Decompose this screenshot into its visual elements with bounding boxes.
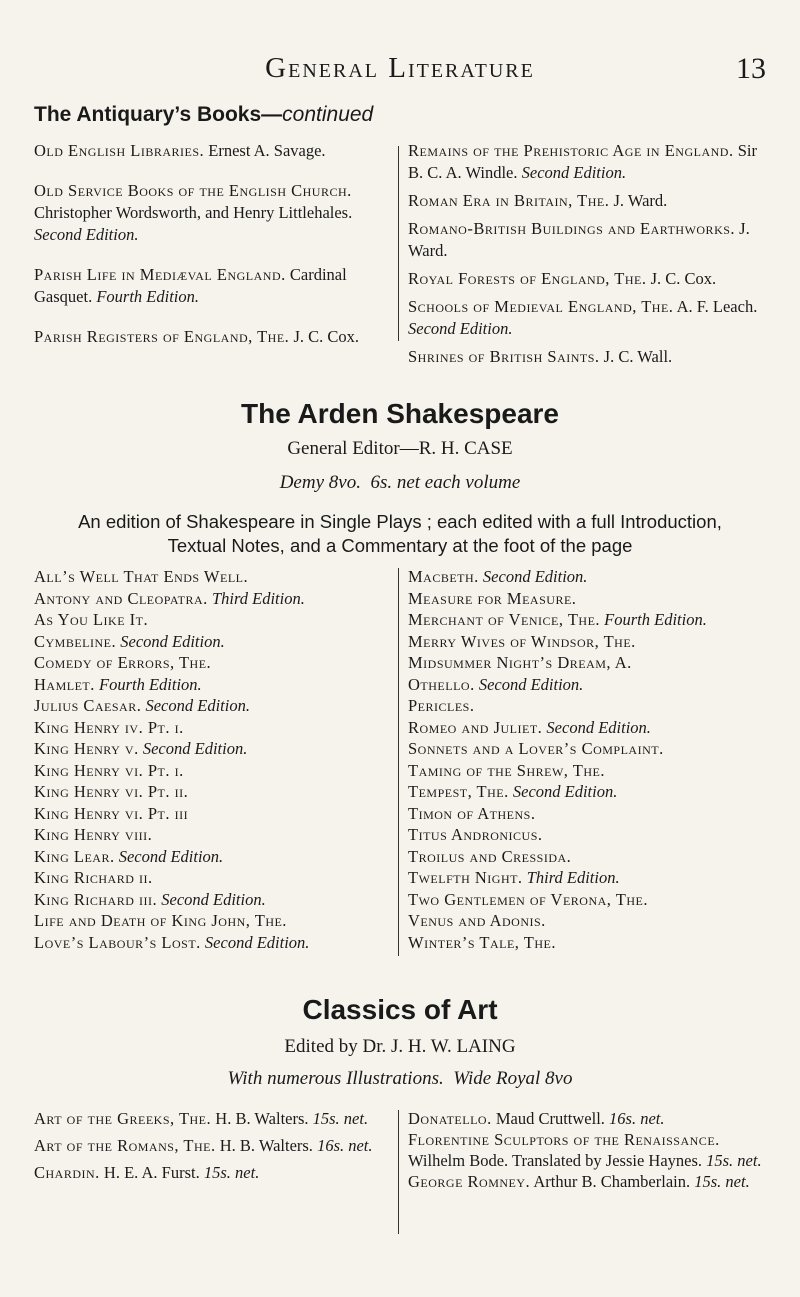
entry-text: 15s. net. [308,1109,369,1128]
entry-text: King Henry vi. Pt. ii. [34,782,189,801]
entry-text: Two Gentlemen of Verona, The. [408,889,648,909]
list-item [34,326,390,348]
entry-text: Taming of the Shrew, The. [408,760,605,780]
arden-editor: General Editor—R. H. CASE [287,438,513,459]
list-item [34,674,394,696]
list-item [34,1135,390,1156]
arden-format: Demy 8vo. [279,472,361,493]
classics-editor: Edited by Dr. J. H. W. LAING [284,1036,516,1057]
entry-text: 16s. net. [604,1109,665,1128]
entry-text: H. E. A. Furst. [99,1163,200,1182]
entry-text: Comedy of Errors, The. [34,653,212,672]
list-item [408,867,778,889]
classics-illustrations: With numerous Illustrations. [227,1068,444,1089]
entry-text: Midsummer Night’s Dream, A. [408,653,632,672]
entry-text: Measure for Measure. [408,588,577,608]
arden-title: The Arden Shakespeare [241,398,559,429]
arden-right-column [408,566,778,953]
list-item [408,1129,770,1171]
entry-text: King Henry iv. Pt. i. [34,717,184,737]
list-item [408,910,778,932]
list-item [408,346,768,368]
list-item [34,760,394,782]
antiquary-heading-continued: continued [282,103,374,126]
list-item [34,889,394,911]
list-item [408,803,778,825]
entry-text: Fourth Edition. [600,610,707,629]
list-item [34,781,394,803]
entry-text: Timon of Athens. [408,803,536,823]
entry-text: Titus Andronicus. [408,825,543,844]
entry-text: Cymbeline. [34,631,117,651]
entry-text: Chardin. [34,1163,100,1182]
list-item [408,824,778,846]
list-item [34,1108,390,1129]
list-item [408,218,768,262]
entry-text: Shrines of British Saints. [408,347,600,366]
list-item [408,190,768,212]
entry-text: Winter’s Tale, The. [408,932,556,952]
entry-text: Christopher Wordsworth, and Henry Littlehales. [34,203,353,222]
entry-text: Fourth Edition. [92,287,199,306]
entry-text: Second Edition. [114,846,224,866]
entry-text: Second Edition. [200,932,310,952]
list-item [408,674,778,696]
column-divider [398,1110,399,1234]
entry-text: Old Service Books of the English Church. [34,181,352,200]
entry-text: Old English Libraries. [34,141,205,160]
page-number: 13 [736,52,766,85]
list-item [408,566,778,588]
list-item [408,889,778,911]
entry-text: As You Like It. [34,610,149,629]
entry-text: Cardinal Gasquet. [34,265,347,306]
entry-text: Romano-British Buildings and Earthworks. [408,219,736,238]
entry-text: Second Edition. [517,163,627,182]
classics-right-column [408,1108,770,1192]
list-item [34,932,394,954]
entry-text: Art of the Greeks, The. [34,1109,212,1128]
entry-text: H. B. Walters. [215,1136,313,1155]
entry-text: Second Edition. [542,717,651,737]
entry-text: Othello. [408,674,475,694]
entry-text: Troilus and Cressida. [408,846,572,866]
entry-text: 16s. net. [312,1136,373,1155]
classics-left-column [34,1108,390,1183]
entry-text: Florentine Sculptors of the Renaissance. [408,1130,720,1149]
entry-text: Merry Wives of Windsor, The. [408,631,636,651]
classics-title: Classics of Art [302,994,498,1025]
antiquary-right-column [408,140,768,368]
entry-text: Macbeth. [408,567,479,586]
entry-text: Second Edition. [141,696,250,715]
entry-text: Hamlet. [34,674,95,694]
entry-text: Sonnets and a Lover’s Complaint. [408,739,664,758]
list-item [408,1108,770,1129]
list-item [34,910,394,932]
list-item [34,846,394,868]
entry-text: Second Edition. [116,631,225,651]
list-item [34,824,394,846]
entry-text: Maud Cruttwell. [491,1109,605,1128]
entry-text: Fourth Edition. [94,674,202,694]
entry-text: Tempest, The. [408,782,509,801]
entry-text: Sir B. C. A. Windle. [408,141,757,182]
entry-text: Schools of Medieval England, The. [408,297,674,316]
antiquary-heading [34,103,373,127]
column-divider [398,146,399,341]
entry-text: Pericles. [408,696,475,715]
arden-description [0,510,800,558]
running-head [0,52,800,86]
entry-text: J. C. Cox. [289,327,359,346]
entry-text: Art of the Romans, The. [34,1136,216,1155]
arden-description-line-1: An edition of Shakespeare in Single Plays ; each edited with a full Introduction, [78,511,722,532]
list-item [34,803,394,825]
list-item [408,652,778,674]
entry-text: J. C. Cox. [646,269,717,288]
list-item [408,781,778,803]
list-item [34,631,394,653]
entry-text: King Henry viii. [34,825,153,844]
entry-text: Second Edition. [157,889,266,909]
list-item [408,588,778,610]
entry-text: Love’s Labour’s Lost. [34,932,201,952]
list-item [408,695,778,717]
entry-text: Julius Caesar. [34,696,142,715]
entry-text: King Henry vi. Pt. i. [34,760,184,780]
entry-text: Second Edition. [478,567,588,586]
classics-subtitle [0,1068,800,1090]
list-item [34,609,394,631]
list-item [34,717,394,739]
entry-text: J. Ward. [609,191,668,210]
entry-text: All’s Well That Ends Well. [34,567,249,586]
entry-text: Second Edition. [34,225,139,244]
entry-text: Antony and Cleopatra. [34,588,208,608]
entry-text: Parish Life in Mediæval England. [34,265,286,284]
entry-text: King Henry v. [34,739,139,758]
entry-text: King Henry vi. Pt. iii [34,803,189,823]
entry-text: Roman Era in Britain, The. [408,191,610,210]
list-item [408,296,768,340]
entry-text: Second Edition. [138,739,248,758]
entry-text: Second Edition. [508,782,618,801]
list-item [408,609,778,631]
entry-text: Parish Registers of England, The. [34,327,290,346]
entry-text: Wilhelm Bode. Translated by Jessie Haynes. [408,1151,703,1170]
classics-format: Wide Royal 8vo [453,1068,573,1089]
list-item [408,760,778,782]
list-item [408,846,778,868]
list-item [34,180,390,246]
entry-text: Remains of the Prehistoric Age in England. [408,141,734,160]
entry-text: Royal Forests of England, The. [408,269,647,288]
list-item [34,738,394,760]
entry-text: Venus and Adonis. [408,911,546,930]
entry-text: George Romney. [408,1172,531,1191]
list-item [34,1162,390,1183]
entry-text: 15s. net. [690,1172,750,1191]
antiquary-left-column [34,140,390,348]
list-item [408,140,768,184]
list-item [34,867,394,889]
entry-text: 15s. net. [702,1151,762,1170]
entry-text: Romeo and Juliet. [408,717,543,737]
list-item [408,932,778,954]
entry-text: A. F. Leach. [673,297,758,316]
running-head-title: General Literature [265,52,535,84]
arden-description-line-2: Textual Notes, and a Commentary at the foot of the page [167,535,633,556]
entry-text: 15s. net. [199,1163,260,1182]
list-item [408,738,778,760]
antiquary-heading-text: The Antiquary’s Books— [34,103,283,126]
entry-text: Second Edition. [474,674,584,694]
entry-text: Twelfth Night. [408,868,523,887]
entry-text: King Richard ii. [34,868,153,887]
entry-text: Arthur B. Chamberlain. [530,1172,691,1191]
entry-text: Merchant of Venice, The. [408,610,601,629]
column-divider [398,568,399,956]
list-item [34,140,390,162]
entry-text: Third Edition. [207,588,305,608]
list-item [408,717,778,739]
list-item [408,268,768,290]
list-item [408,631,778,653]
list-item [408,1171,770,1192]
list-item [34,588,394,610]
list-item [34,566,394,588]
arden-format-line [0,472,800,494]
arden-left-column [34,566,394,953]
entry-text: Third Edition. [522,868,620,887]
arden-price: 6s. net each volume [370,472,521,493]
entry-text: King Richard iii. [34,889,158,909]
entry-text: Ernest A. Savage. [204,141,326,160]
list-item [34,264,390,308]
entry-text: Second Edition. [408,319,513,338]
list-item [34,652,394,674]
entry-text: Donatello. [408,1109,492,1128]
entry-text: J. Ward. [408,219,750,260]
entry-text: J. C. Wall. [599,347,673,366]
entry-text: H. B. Walters. [211,1109,309,1128]
entry-text: King Lear. [34,846,115,866]
list-item [34,695,394,717]
entry-text: Life and Death of King John, The. [34,911,287,930]
